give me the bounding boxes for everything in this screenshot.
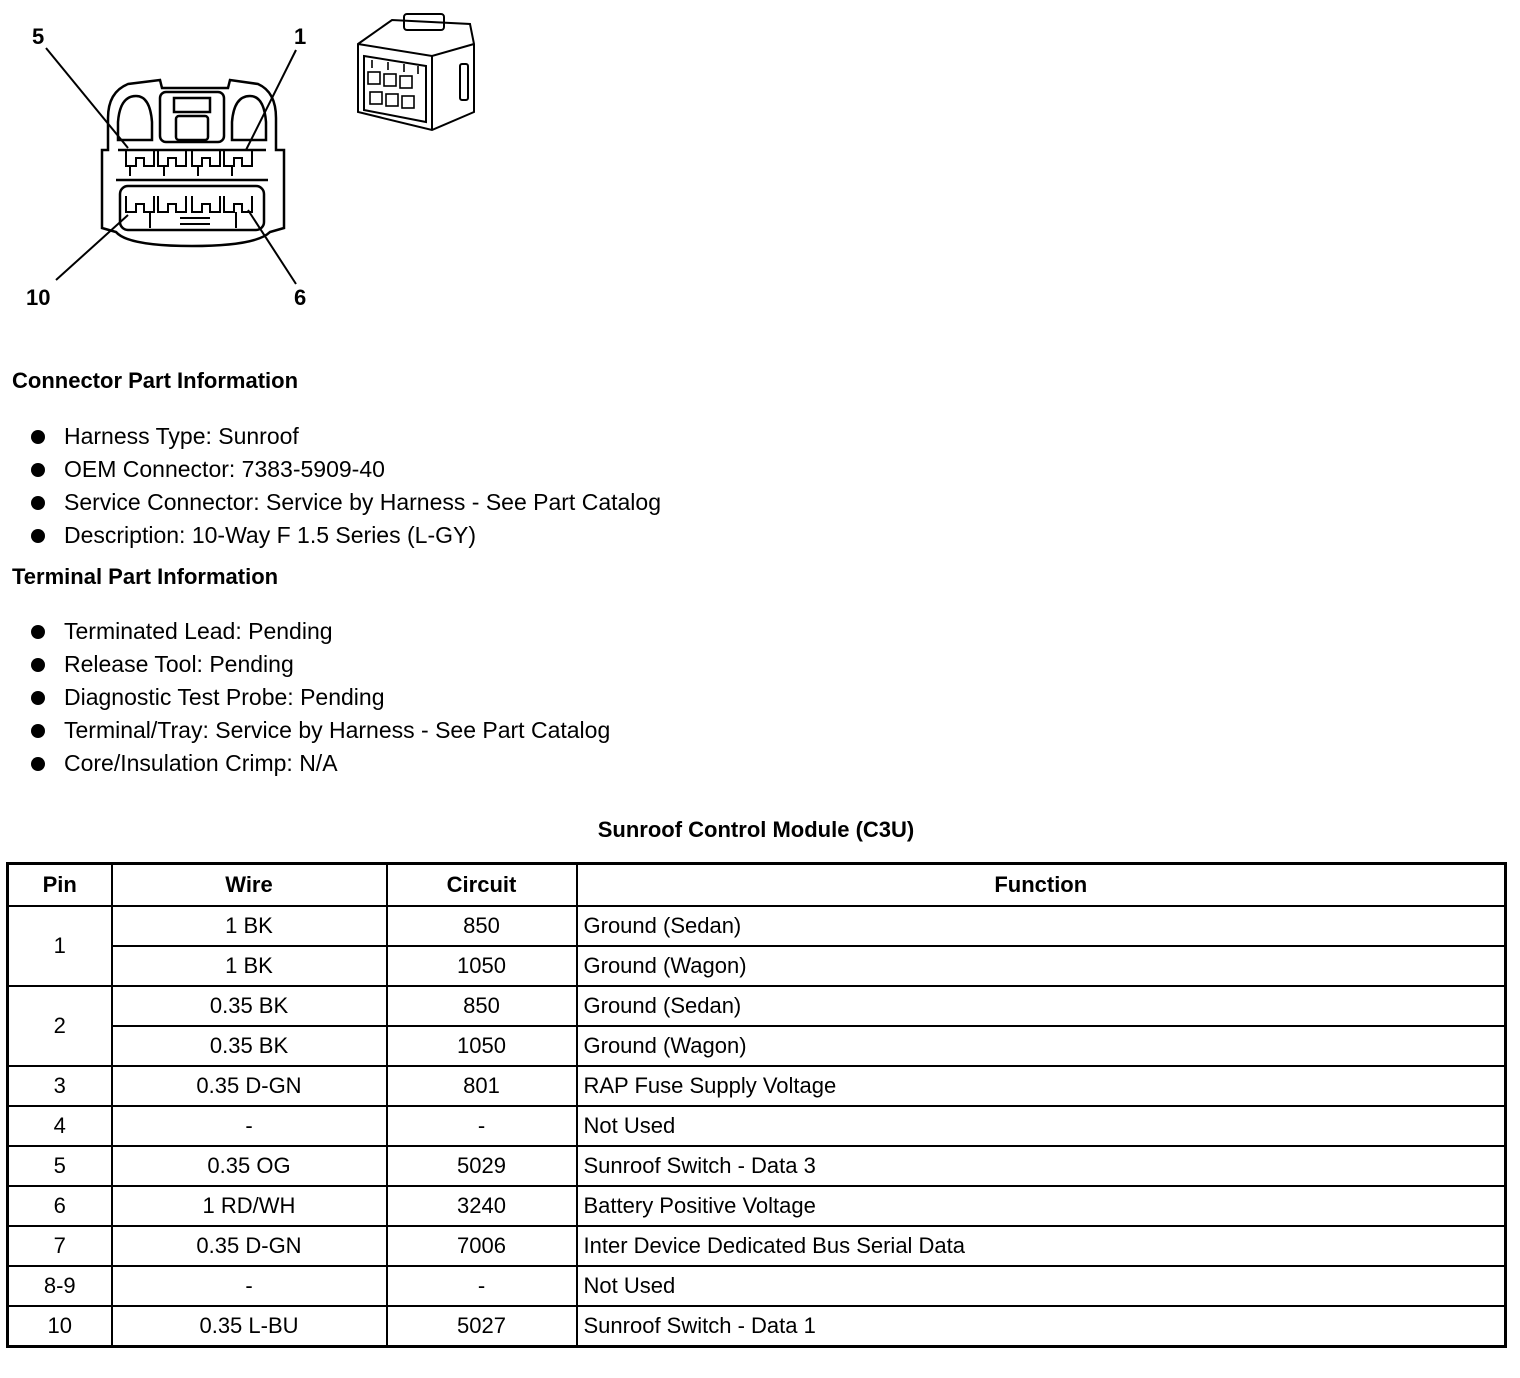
cell-function: Not Used	[577, 1106, 1506, 1146]
cell-function: RAP Fuse Supply Voltage	[577, 1066, 1506, 1106]
bullet-icon	[31, 463, 45, 477]
list-item	[28, 420, 661, 453]
bullet-icon	[31, 757, 45, 771]
table-row	[8, 1066, 1506, 1106]
list-item-text: Release Tool: Pending	[64, 651, 294, 677]
cell-circuit: 1050	[387, 1026, 577, 1066]
cell-wire: -	[112, 1106, 387, 1146]
pin-label-5: 5	[32, 24, 45, 49]
list-item-text: Terminal/Tray: Service by Harness - See Part Catalog	[64, 717, 611, 743]
cell-function: Ground (Wagon)	[577, 946, 1506, 986]
cell-circuit: -	[387, 1106, 577, 1146]
header-function: Function	[577, 864, 1506, 907]
list-item-text: OEM Connector: 7383-5909-40	[64, 456, 385, 482]
table-row	[8, 1106, 1506, 1146]
header-circuit: Circuit	[387, 864, 577, 907]
cell-function: Sunroof Switch - Data 3	[577, 1146, 1506, 1186]
cell-pin: 5	[8, 1146, 112, 1186]
list-item	[28, 486, 661, 519]
list-item	[28, 681, 610, 714]
cell-function: Ground (Sedan)	[577, 906, 1506, 946]
cell-function: Ground (Wagon)	[577, 1026, 1506, 1066]
cell-pin: 1	[8, 906, 112, 986]
connector-diagram	[0, 0, 520, 330]
cell-pin: 8-9	[8, 1266, 112, 1306]
cell-circuit: 5029	[387, 1146, 577, 1186]
cell-function: Not Used	[577, 1266, 1506, 1306]
list-item	[28, 519, 661, 552]
cell-function: Ground (Sedan)	[577, 986, 1506, 1026]
connector-info-heading: Connector Part Information	[12, 368, 299, 393]
cell-circuit: 850	[387, 906, 577, 946]
list-item-text: Description: 10-Way F 1.5 Series (L-GY)	[64, 522, 476, 548]
cell-function: Sunroof Switch - Data 1	[577, 1306, 1506, 1347]
cell-pin: 7	[8, 1226, 112, 1266]
bullet-icon	[31, 529, 45, 543]
list-item-text: Harness Type: Sunroof	[64, 423, 299, 449]
list-item-text: Terminated Lead: Pending	[64, 618, 333, 644]
pinout-table	[6, 862, 1507, 1348]
cell-function: Inter Device Dedicated Bus Serial Data	[577, 1226, 1506, 1266]
header-pin: Pin	[8, 864, 112, 907]
cell-wire: -	[112, 1266, 387, 1306]
bullet-icon	[31, 430, 45, 444]
cell-wire: 0.35 BK	[112, 1026, 387, 1066]
cell-circuit: 850	[387, 986, 577, 1026]
cell-wire: 1 RD/WH	[112, 1186, 387, 1226]
cell-function: Battery Positive Voltage	[577, 1186, 1506, 1226]
list-item	[28, 453, 661, 486]
table-row	[8, 906, 1506, 946]
cell-wire: 0.35 D-GN	[112, 1066, 387, 1106]
cell-pin: 4	[8, 1106, 112, 1146]
list-item-text: Diagnostic Test Probe: Pending	[64, 684, 385, 710]
bullet-icon	[31, 724, 45, 738]
cell-wire: 0.35 BK	[112, 986, 387, 1026]
list-item-text: Core/Insulation Crimp: N/A	[64, 750, 338, 776]
connector-3d-view	[358, 14, 474, 130]
cell-circuit: 7006	[387, 1226, 577, 1266]
bullet-icon	[31, 625, 45, 639]
connector-info-list	[28, 420, 661, 552]
cell-wire: 1 BK	[112, 906, 387, 946]
cell-circuit: -	[387, 1266, 577, 1306]
bullet-icon	[31, 496, 45, 510]
cell-pin: 6	[8, 1186, 112, 1226]
cell-wire: 0.35 OG	[112, 1146, 387, 1186]
bullet-icon	[31, 658, 45, 672]
table-header-row	[8, 864, 1506, 907]
list-item	[28, 747, 610, 780]
bullet-icon	[31, 691, 45, 705]
cell-pin: 3	[8, 1066, 112, 1106]
table-row	[8, 1226, 1506, 1266]
table-row	[8, 1266, 1506, 1306]
terminal-info-list	[28, 615, 610, 780]
table-row	[8, 1146, 1506, 1186]
cell-circuit: 1050	[387, 946, 577, 986]
cell-circuit: 801	[387, 1066, 577, 1106]
connector-front-view	[102, 80, 284, 246]
table-row	[8, 1186, 1506, 1226]
list-item	[28, 615, 610, 648]
table-row	[8, 1026, 1506, 1066]
pin-label-6: 6	[294, 285, 307, 310]
cell-wire: 0.35 L-BU	[112, 1306, 387, 1347]
terminal-info-heading: Terminal Part Information	[12, 564, 279, 589]
table-row	[8, 946, 1506, 986]
table-row	[8, 1306, 1506, 1347]
cell-pin: 2	[8, 986, 112, 1066]
cell-circuit: 3240	[387, 1186, 577, 1226]
list-item	[28, 648, 610, 681]
list-item	[28, 714, 610, 747]
cell-wire: 0.35 D-GN	[112, 1226, 387, 1266]
cell-wire: 1 BK	[112, 946, 387, 986]
pin-label-10: 10	[26, 285, 51, 310]
list-item-text: Service Connector: Service by Harness - See Part Catalog	[64, 489, 661, 515]
pin-label-1: 1	[294, 24, 307, 49]
header-wire: Wire	[112, 864, 387, 907]
table-title: Sunroof Control Module (C3U)	[597, 817, 915, 842]
cell-pin: 10	[8, 1306, 112, 1347]
table-row	[8, 986, 1506, 1026]
cell-circuit: 5027	[387, 1306, 577, 1347]
